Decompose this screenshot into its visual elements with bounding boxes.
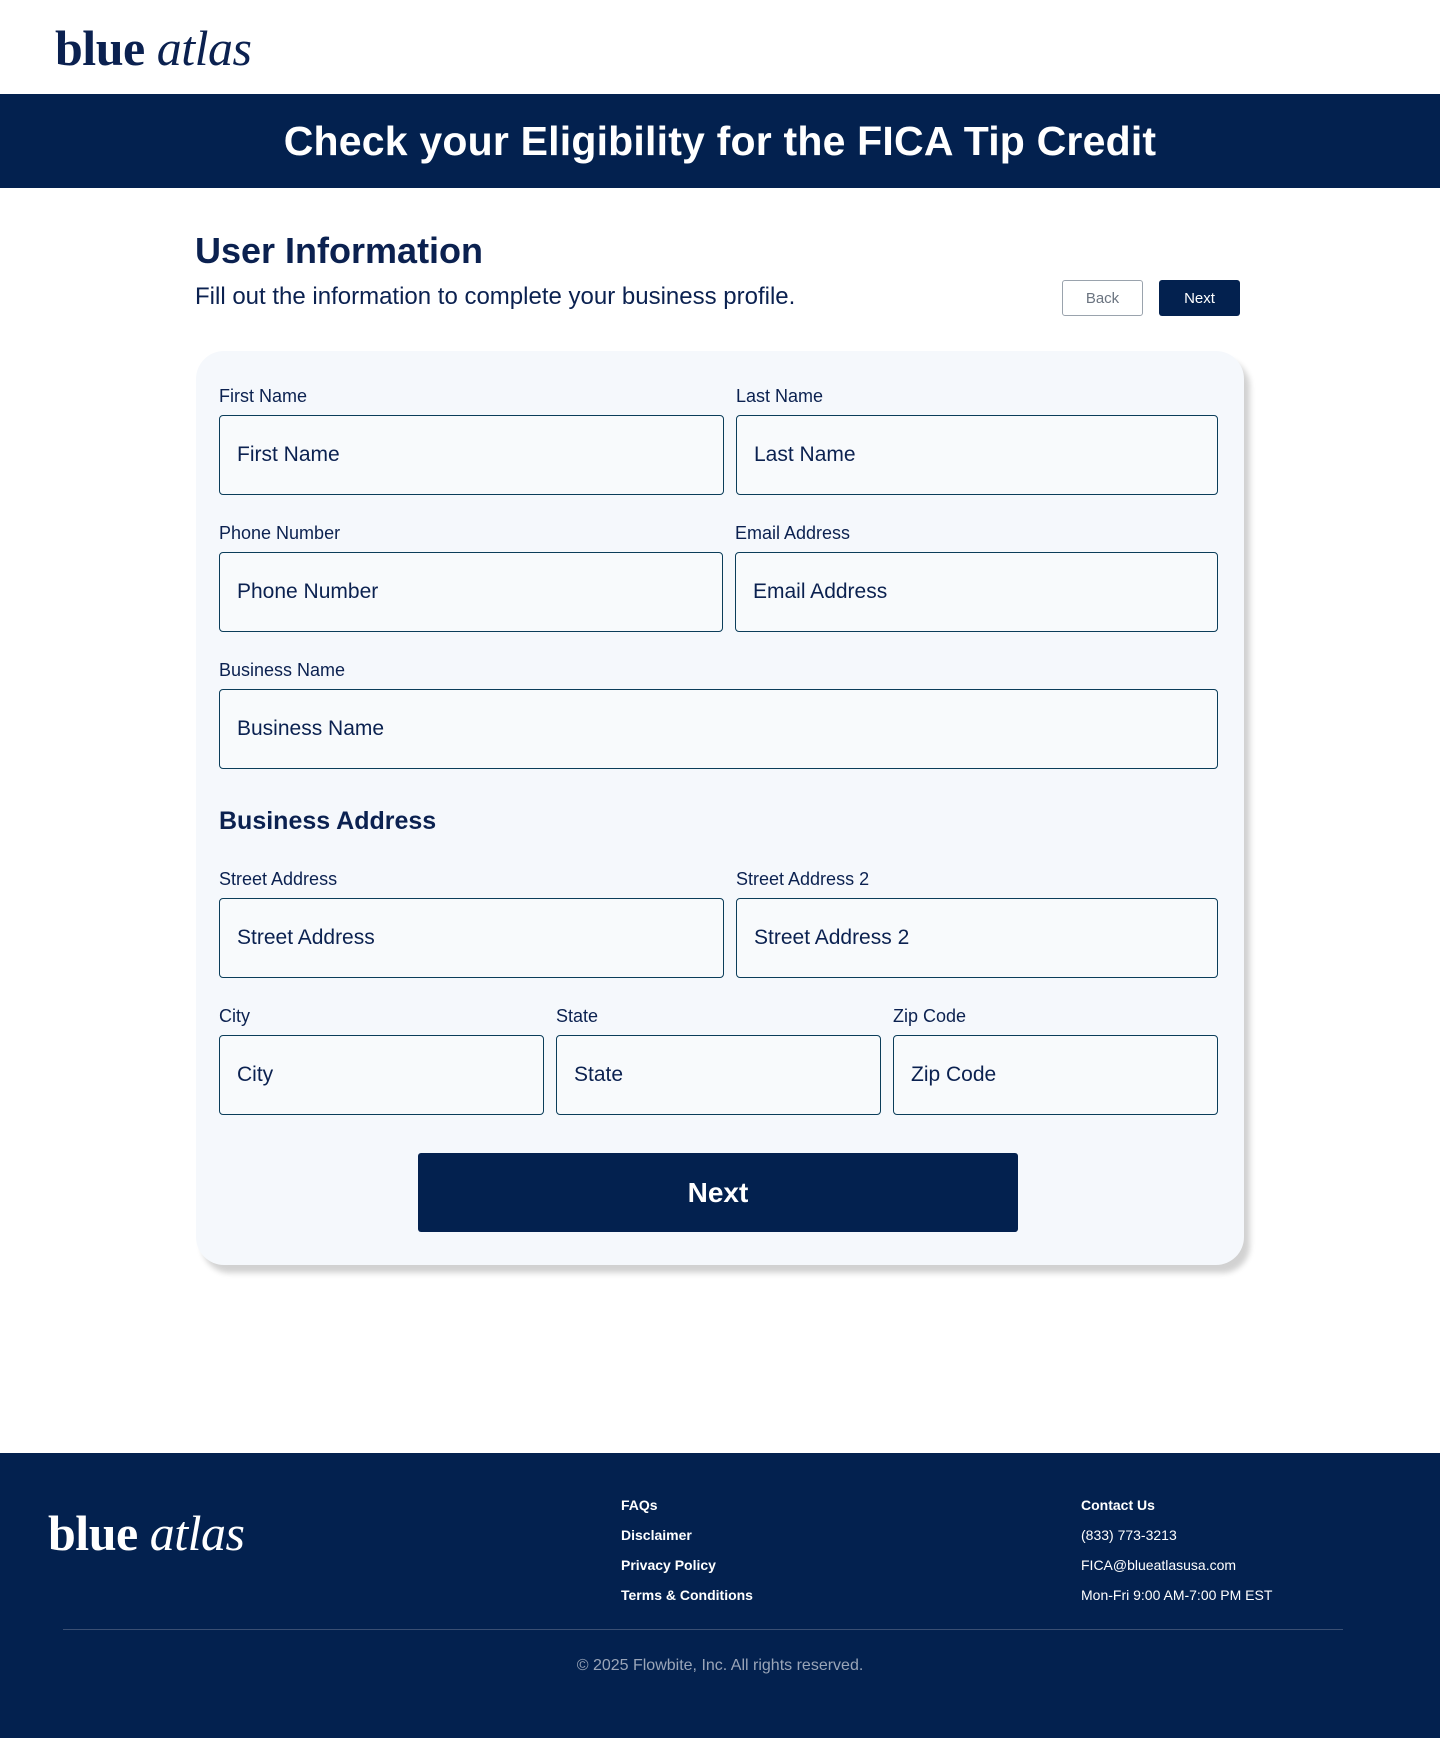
business-address-heading: Business Address — [219, 807, 437, 835]
section-subtitle: Fill out the information to complete your business profile. — [195, 283, 796, 310]
business-name-input[interactable] — [219, 689, 1218, 769]
first-name-input[interactable] — [219, 415, 724, 495]
section-title: User Information — [195, 230, 484, 271]
street-address-2-input[interactable] — [736, 898, 1218, 978]
site-footer — [0, 1453, 1440, 1738]
page-title: Check your Eligibility for the FICA Tip Credit — [283, 117, 1157, 164]
street-address-2-label: Street Address 2 — [736, 869, 870, 889]
page-banner — [0, 94, 1440, 188]
state-label: State — [556, 1006, 599, 1026]
state-input[interactable] — [556, 1035, 881, 1115]
footer-link-faqs[interactable]: FAQs — [621, 1497, 658, 1513]
footer-contact-email[interactable]: FICA@blueatlasusa.com — [1081, 1557, 1237, 1573]
business-name-label: Business Name — [219, 660, 346, 680]
email-address-input[interactable] — [735, 552, 1218, 632]
city-label: City — [219, 1006, 250, 1026]
brand-logo[interactable] — [55, 20, 252, 76]
back-button[interactable]: Back — [1062, 280, 1143, 316]
last-name-label: Last Name — [736, 386, 824, 406]
city-input[interactable] — [219, 1035, 544, 1115]
footer-logo-word-1: blue — [48, 1505, 138, 1561]
footer-logo-word-2: atlas — [149, 1505, 245, 1561]
phone-number-input[interactable] — [219, 552, 723, 632]
footer-divider — [63, 1629, 1343, 1630]
phone-number-label: Phone Number — [219, 523, 341, 543]
footer-contact-phone: (833) 773-3213 — [1081, 1527, 1177, 1543]
street-address-input[interactable] — [219, 898, 724, 978]
zip-code-label: Zip Code — [893, 1006, 967, 1026]
brand-logo-word-1: blue — [55, 20, 145, 76]
footer-contact-heading: Contact Us — [1081, 1497, 1155, 1513]
footer-copyright: © 2025 Flowbite, Inc. All rights reserved. — [576, 1657, 864, 1674]
street-address-label: Street Address — [219, 869, 338, 889]
next-submit-button[interactable]: Next — [418, 1153, 1018, 1232]
first-name-label: First Name — [219, 386, 308, 406]
top-header — [0, 0, 1440, 94]
next-button-top[interactable]: Next — [1159, 280, 1240, 316]
footer-link-privacy-policy[interactable]: Privacy Policy — [621, 1557, 716, 1573]
footer-link-terms[interactable]: Terms & Conditions — [621, 1587, 753, 1603]
zip-code-input[interactable] — [893, 1035, 1218, 1115]
footer-link-disclaimer[interactable]: Disclaimer — [621, 1527, 692, 1543]
footer-contact-hours: Mon-Fri 9:00 AM-7:00 PM EST — [1081, 1587, 1273, 1603]
last-name-input[interactable] — [736, 415, 1218, 495]
footer-brand-logo[interactable] — [48, 1505, 245, 1561]
brand-logo-word-2: atlas — [156, 20, 252, 76]
email-address-label: Email Address — [735, 523, 851, 543]
